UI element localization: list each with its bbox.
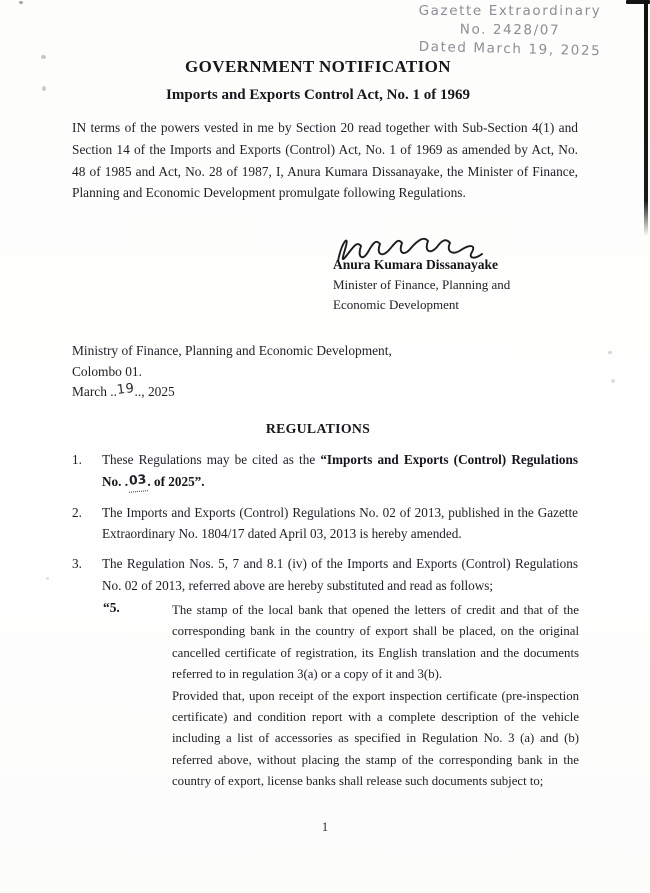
scan-speck bbox=[608, 351, 612, 354]
regulation-item-1 bbox=[72, 449, 578, 494]
regulations-heading: REGULATIONS bbox=[265, 421, 371, 436]
handwritten-regulation-number: 03 bbox=[127, 468, 148, 492]
scan-corner-edge-vertical bbox=[644, 0, 648, 236]
regulation-3-number: 3. bbox=[72, 556, 82, 572]
scan-speck bbox=[611, 379, 615, 383]
regulation-1-normal: These Regulations may be cited as the bbox=[102, 452, 321, 467]
sub-regulation-para-2: Provided that, upon receipt of the export inspection certificate (pre-inspection certificate) and condition report with a complete description of the vehicle including a list of accessories as specified in Regulation No. 3 (a) and (b) referred above, without placing the stamp of the corresponding bank in the country of export, license banks shall release such documents subject to; bbox=[172, 688, 579, 789]
scan-speck bbox=[46, 577, 49, 580]
issue-date-line bbox=[72, 382, 392, 404]
issuer-block bbox=[72, 341, 392, 404]
document-subtitle: Imports and Exports Control Act, No. 1 of 1969 bbox=[166, 87, 470, 103]
annotation-line-2: No. 2428/07 bbox=[459, 21, 561, 39]
regulation-1-bold-end: . of 2025”. bbox=[147, 473, 205, 489]
substituted-regulation-5 bbox=[103, 600, 579, 793]
page-number: 1 bbox=[321, 820, 329, 834]
sub-regulation-body bbox=[172, 600, 579, 793]
signature-block bbox=[333, 255, 510, 315]
regulation-1-number: 1. bbox=[72, 452, 82, 467]
handwritten-day: 19 bbox=[116, 380, 136, 399]
date-prefix: March .. bbox=[72, 384, 117, 399]
document-title: GOVERNMENT NOTIFICATION bbox=[185, 57, 451, 76]
regulation-2-text: The Imports and Exports (Control) Regulations No. 02 of 2013, published in the Gazette Extraordinary No. 1804/17 dated April 03, 2013 is hereby amended. bbox=[102, 504, 578, 542]
sub-regulation-number: “5. bbox=[103, 600, 120, 615]
signatory-name: Anura Kumara Dissanayake bbox=[333, 257, 499, 272]
signatory-title-line-1: Minister of Finance, Planning and bbox=[333, 277, 511, 292]
preamble-paragraph: IN terms of the powers vested in me by Section 20 read together with Sub-Section 4(1) and Section 14 of the Imports and Exports (Control) Act, No. 1 of 1969 as amended by Act, No. 48 of 1985 and Act, No. 28 of 1987, I, Anura Kumara Dissanayake, the Minister of Finance, Planning and Economic Development promulgate following Regulations. bbox=[72, 120, 578, 201]
regulation-3-text: The Regulation Nos. 5, 7 and 8.1 (iv) of the Imports and Exports (Control) Regulations No. 02 of 2013, referred above are hereby substituted and read as follows; bbox=[102, 556, 578, 593]
issuer-line-2: Colombo 01. bbox=[72, 363, 142, 379]
regulation-1-text bbox=[102, 449, 578, 494]
regulation-1-bold-citation: “Imports and Exports (Control) Regulations No. . bbox=[102, 452, 578, 489]
regulation-item-3 bbox=[72, 553, 578, 597]
sub-regulation-para-1: The stamp of the local bank that opened the letters of credit and that of the corresponding bank in the country of export shall be placed, on the original cancelled certificate of registration, its English translation and the documents referred to in regulation 3(a) or a copy of it and 3(b). bbox=[172, 603, 579, 682]
scan-speck bbox=[42, 86, 46, 91]
regulation-2-number: 2. bbox=[72, 504, 82, 520]
regulation-item-2 bbox=[72, 502, 578, 546]
scan-speck bbox=[19, 1, 23, 4]
date-suffix: .., 2025 bbox=[134, 384, 175, 399]
regulations-list bbox=[72, 449, 578, 605]
issuer-line-1: Ministry of Finance, Planning and Economic Development, bbox=[72, 343, 392, 358]
annotation-line-1: Gazette Extraordinary bbox=[418, 3, 602, 19]
scan-speck bbox=[41, 55, 46, 59]
signatory-title-line-2: Economic Development bbox=[333, 297, 459, 312]
gazette-annotation bbox=[392, 2, 628, 59]
annotation-line-3: Dated March 19, 2025 bbox=[418, 38, 602, 60]
